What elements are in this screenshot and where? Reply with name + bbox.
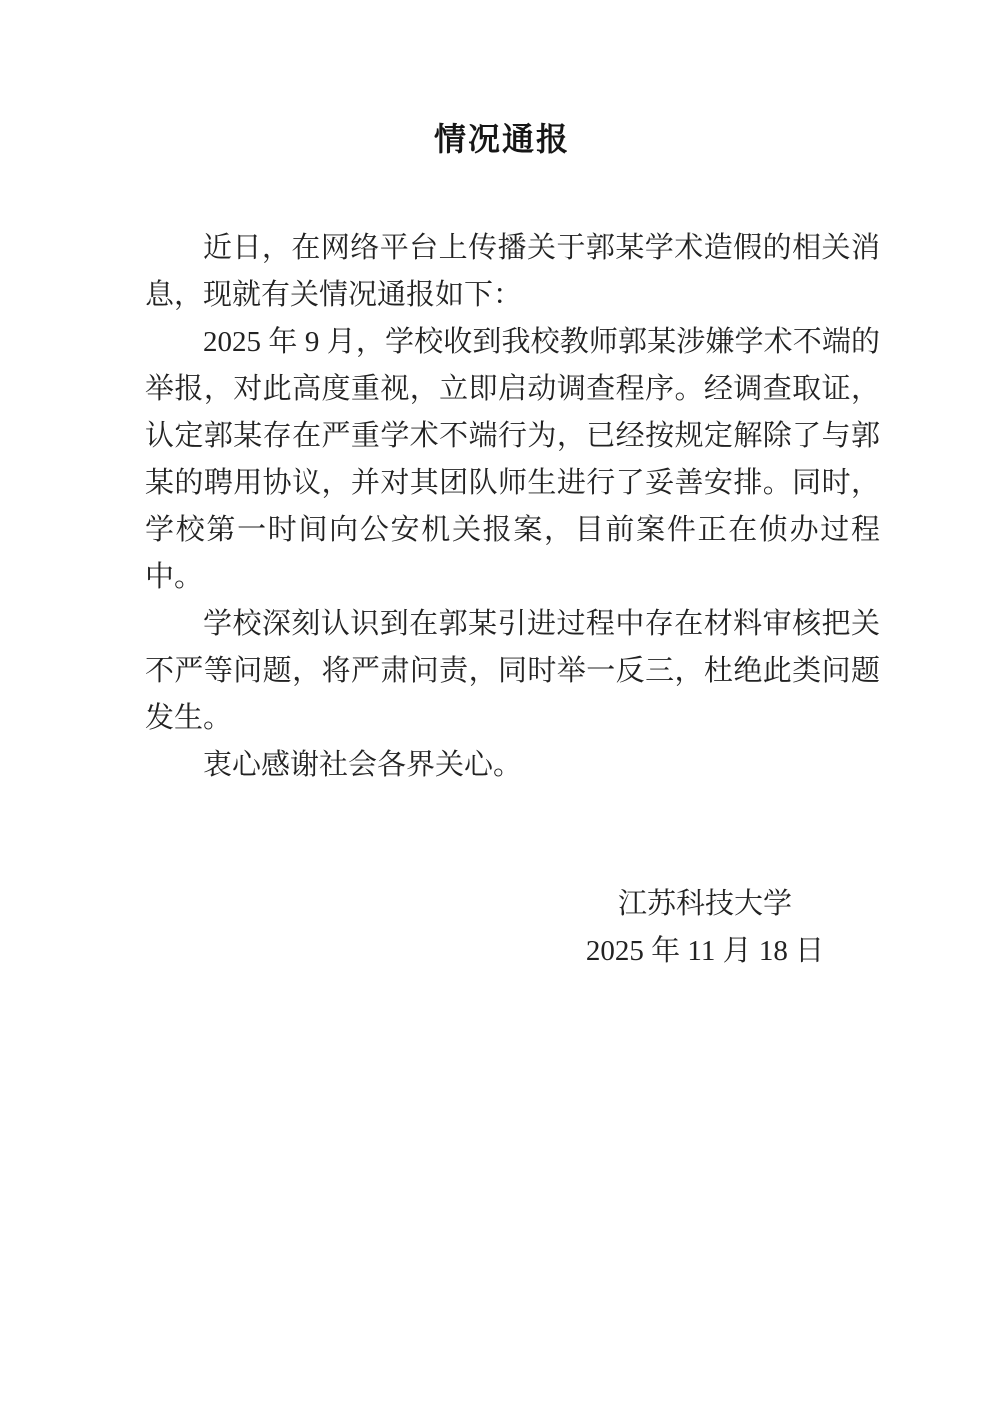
signature-block <box>540 881 870 975</box>
signature-organization: 江苏科技大学 <box>617 888 792 920</box>
paragraph-investigation: 2025 年 9 月，学校收到我校教师郭某涉嫌学术不端的举报，对此高度重视，立即启动调查程序。经调查取证，认定郭某存在严重学术不端行为，已经按规定解除了与郭某的聘用协议，并对其团队师生进行了妥善安排。同时，学校第一时间向公安机关报案，目前案件正在侦办过程中。 <box>145 326 880 593</box>
paragraph-thanks: 衷心感谢社会各界关心。 <box>203 749 523 781</box>
document-body <box>145 225 880 789</box>
paragraph-accountability: 学校深刻认识到在郭某引进过程中存在材料审核把关不严等问题，将严肃问责，同时举一反三，杜绝此类问题发生。 <box>145 608 880 734</box>
paragraph-intro: 近日，在网络平台上传播关于郭某学术造假的相关消息，现就有关情况通报如下： <box>145 232 880 311</box>
signature-date: 2025 年 11 月 18 日 <box>585 935 825 967</box>
document-title: 情况通报 <box>433 121 570 157</box>
